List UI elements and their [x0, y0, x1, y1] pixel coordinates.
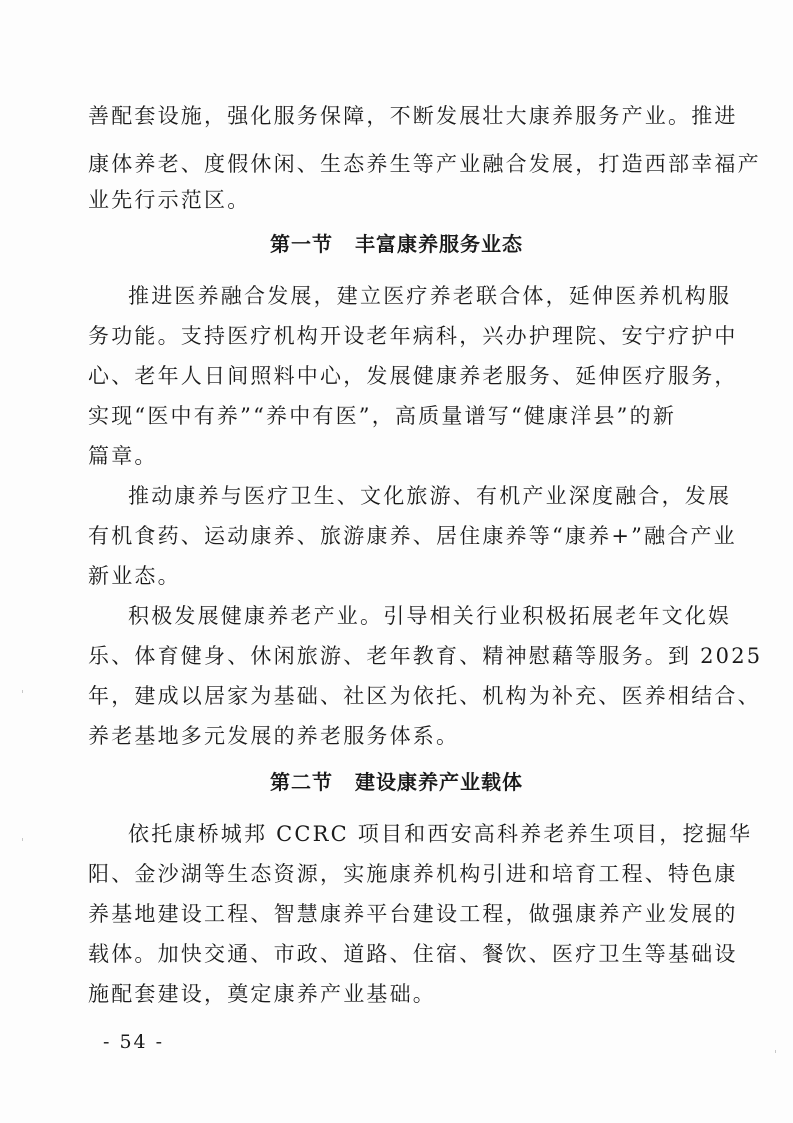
- section-heading-1: [0, 224, 793, 264]
- scan-mark: [22, 690, 23, 693]
- scan-mark: [775, 1050, 776, 1053]
- paragraph-line: 心、老年人日间照料中心，发展健康养老服务、延伸医疗服务，: [88, 364, 738, 388]
- section-number: 第一节: [270, 232, 333, 256]
- paragraph-line: 乐、体育健身、休闲旅游、老年教育、精神慰藉等服务。到 2025: [88, 644, 763, 668]
- page-number: - 54 -: [103, 1031, 165, 1053]
- paragraph-line: 新业态。: [88, 564, 181, 588]
- paragraph-line: 业先行示范区。: [88, 188, 251, 212]
- paragraph-line: 施配套建设，奠定康养产业基础。: [88, 982, 436, 1006]
- section-title: 丰富康养服务业态: [355, 232, 523, 256]
- paragraph-line: 实现“医中有养”“养中有医”，高质量谱写“健康洋县”的新: [88, 404, 677, 428]
- paragraph-line: 有机食药、运动康养、旅游康养、居住康养等“康养+”融合产业: [88, 524, 737, 548]
- section-number: 第二节: [270, 770, 333, 794]
- paragraph-line: 务功能。支持医疗机构开设老年病科，兴办护理院、安宁疗护中: [88, 324, 738, 348]
- paragraph-line: 年，建成以居家为基础、社区为依托、机构为补充、医养相结合、: [88, 684, 761, 708]
- paragraph-line: 依托康桥城邦 CCRC 项目和西安高科养老养生项目，挖掘华: [128, 822, 753, 846]
- paragraph-line: 推动康养与医疗卫生、文化旅游、有机产业深度融合，发展: [128, 484, 732, 508]
- paragraph-line: 养基地建设工程、智慧康养平台建设工程，做强康养产业发展的: [88, 902, 738, 926]
- section-heading-2: [0, 762, 793, 802]
- section-title: 建设康养产业载体: [355, 770, 523, 794]
- paragraph-line: 载体。加快交通、市政、道路、住宿、餐饮、医疗卫生等基础设: [88, 942, 738, 966]
- scan-mark: [22, 838, 23, 841]
- paragraph-line: 养老基地多元发展的养老服务体系。: [88, 724, 460, 748]
- paragraph-line: 阳、金沙湖等生态资源，实施康养机构引进和培育工程、特色康: [88, 862, 738, 886]
- paragraph-line: 推进医养融合发展，建立医疗养老联合体，延伸医养机构服: [128, 284, 732, 308]
- paragraph-line: 康体养老、度假休闲、生态养生等产业融合发展，打造西部幸福产: [88, 152, 761, 176]
- paragraph-line: 善配套设施，强化服务保障，不断发展壮大康养服务产业。推进: [88, 104, 738, 128]
- paragraph-line: 篇章。: [88, 444, 158, 468]
- paragraph-line: 积极发展健康养老产业。引导相关行业积极拓展老年文化娱: [128, 604, 732, 628]
